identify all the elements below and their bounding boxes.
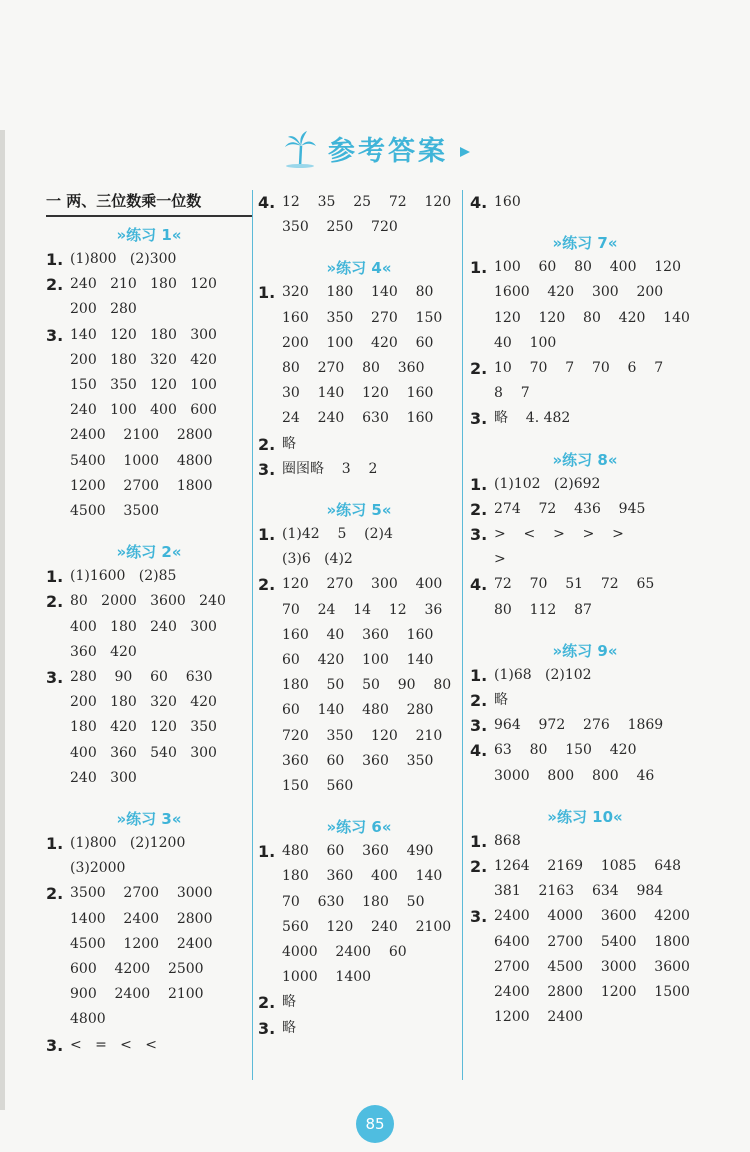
exercise-section xyxy=(470,448,700,623)
answer-row xyxy=(470,572,700,597)
answer-row xyxy=(46,323,252,348)
answer-line: 160 350 270 150 xyxy=(282,309,443,326)
answer-line: 160 xyxy=(494,194,521,210)
exercise-section xyxy=(470,190,700,215)
answer-line: 1400 2400 2800 xyxy=(70,910,213,927)
answer-line: 24 240 630 160 xyxy=(282,410,434,427)
answer-line: 5400 1000 4800 xyxy=(70,452,213,469)
answer-line: 150 560 xyxy=(282,778,354,795)
answer-line: 80 2000 3600 240 xyxy=(70,593,226,610)
exercise-title: »练习 7« xyxy=(552,234,618,253)
answer-line: 63 80 150 420 xyxy=(494,742,637,759)
arrow-right-icon xyxy=(460,147,470,157)
answer-row xyxy=(258,839,460,864)
item-number: 1 . xyxy=(46,247,70,272)
answer-item xyxy=(470,190,700,215)
exercise-title: »练习 5« xyxy=(326,501,392,520)
answer-row xyxy=(470,688,700,713)
answer-item xyxy=(470,829,700,854)
answer-line: 320 180 140 80 xyxy=(282,284,434,301)
answer-row xyxy=(470,713,700,738)
answer-line: 200 280 xyxy=(70,301,137,318)
exercise-section xyxy=(258,815,460,1041)
answer-item xyxy=(46,831,252,881)
answer-line: 40 100 xyxy=(494,334,557,351)
exercise-title: »练习 4« xyxy=(326,259,392,278)
answer-item xyxy=(258,190,460,240)
answer-row xyxy=(470,497,700,522)
answer-item xyxy=(258,1016,460,1041)
answer-line: 3500 2700 3000 xyxy=(70,885,213,902)
item-number: 2 . xyxy=(470,688,494,713)
answer-row xyxy=(46,272,252,297)
exercise-title: »练习 10« xyxy=(547,807,623,826)
answer-line: 略 xyxy=(282,994,296,1011)
item-number: 2 . xyxy=(258,432,282,457)
item-number: 2 . xyxy=(46,589,70,614)
answer-item xyxy=(258,839,460,990)
answer-item xyxy=(470,688,700,713)
answer-item xyxy=(46,564,252,589)
answer-item xyxy=(46,881,252,1032)
answer-row xyxy=(258,280,460,305)
answer-item xyxy=(470,255,700,356)
answer-line: 略 xyxy=(282,435,296,452)
item-number: 3 . xyxy=(46,665,70,690)
exercise-section xyxy=(46,807,252,1058)
answer-item xyxy=(258,457,460,482)
answer-line: 6400 2700 5400 1800 xyxy=(494,933,690,950)
column-divider xyxy=(252,190,253,1080)
item-number: 1 . xyxy=(258,839,282,864)
answer-row xyxy=(470,854,700,879)
exercise-section xyxy=(470,805,700,1031)
answer-line: 120 120 80 420 140 xyxy=(494,309,690,326)
answer-line: 964 972 276 1869 xyxy=(494,717,664,734)
answer-line: 400 180 240 300 xyxy=(70,618,217,635)
answer-line: 1600 420 300 200 xyxy=(494,284,664,301)
answer-row xyxy=(470,522,700,547)
item-number: 4 . xyxy=(258,190,282,215)
answer-item xyxy=(258,990,460,1015)
item-number: 3 . xyxy=(470,406,494,431)
answer-column-3 xyxy=(470,190,700,1080)
answer-line: (3)6 (4)2 xyxy=(282,551,353,568)
answer-row xyxy=(470,356,700,381)
exercise-title: »练习 9« xyxy=(552,641,618,660)
answer-line: 200 180 320 420 xyxy=(70,694,217,711)
answer-line: 400 360 540 300 xyxy=(70,744,217,761)
answer-row xyxy=(46,881,252,906)
answer-line: 2400 2800 1200 1500 xyxy=(494,984,690,1001)
answer-line: 2400 4000 3600 4200 xyxy=(494,908,690,925)
answer-item xyxy=(470,904,700,1030)
answer-item xyxy=(470,663,700,688)
exercise-section xyxy=(258,190,460,240)
answer-line: (1)68 (2)102 xyxy=(494,666,592,683)
answer-row xyxy=(470,738,700,763)
item-number: 3 . xyxy=(470,713,494,738)
answer-line: (1)102 (2)692 xyxy=(494,475,601,492)
exercise-title: »练习 6« xyxy=(326,818,392,837)
answer-line: 480 60 360 490 xyxy=(282,843,434,860)
answer-row xyxy=(470,406,700,431)
answer-item xyxy=(470,522,700,572)
exercise-section xyxy=(46,223,252,524)
answer-line: 240 300 xyxy=(70,769,137,786)
answer-line: 180 50 50 90 80 xyxy=(282,677,452,694)
answer-line: 60 420 100 140 xyxy=(282,652,434,669)
item-number: 3 . xyxy=(46,1033,70,1058)
answer-row xyxy=(46,589,252,614)
column-divider xyxy=(462,190,463,1080)
answer-row xyxy=(46,831,252,856)
answer-row xyxy=(470,190,700,215)
answer-row xyxy=(46,564,252,589)
answer-line: 4000 2400 60 xyxy=(282,944,407,961)
answer-line: 80 112 87 xyxy=(494,601,592,618)
answer-line: 4500 3500 xyxy=(70,503,160,520)
answer-line: (1)800 (2)1200 xyxy=(70,835,186,852)
exercise-section xyxy=(470,639,700,789)
answer-row xyxy=(470,255,700,280)
answer-line: 180 420 120 350 xyxy=(70,719,217,736)
answer-row xyxy=(470,472,700,497)
item-number: 1 . xyxy=(258,280,282,305)
answer-line: 8 7 xyxy=(494,385,530,402)
answer-line: 360 420 xyxy=(70,643,137,660)
item-number: 4 . xyxy=(470,190,494,215)
answer-line: 900 2400 2100 xyxy=(70,986,204,1003)
answer-line: 70 24 14 12 36 xyxy=(282,601,443,618)
item-number: 1 . xyxy=(470,472,494,497)
item-number: 2 . xyxy=(46,272,70,297)
answer-line: 280 90 60 630 xyxy=(70,669,213,686)
answer-line: 600 4200 2500 xyxy=(70,961,204,978)
item-number: 2 . xyxy=(46,881,70,906)
answer-line: 200 180 320 420 xyxy=(70,351,217,368)
page-title: 参考答案 xyxy=(328,135,448,167)
answer-row xyxy=(470,829,700,854)
answer-line: 略 xyxy=(494,692,508,709)
exercise-section xyxy=(46,540,252,791)
item-number: 2 . xyxy=(470,356,494,381)
answer-item xyxy=(470,472,700,497)
exercise-section xyxy=(258,256,460,482)
item-number: 3 . xyxy=(470,522,494,547)
answer-line: 1200 2400 xyxy=(494,1009,584,1026)
answer-line: 868 xyxy=(494,832,521,849)
item-number: 2 . xyxy=(258,990,282,1015)
answer-item xyxy=(258,280,460,431)
answer-item xyxy=(258,522,460,572)
answer-line: (1)1600 (2)85 xyxy=(70,568,177,585)
answer-line: > xyxy=(494,551,506,568)
unit-title: 一 两、三位数乘一位数 xyxy=(46,190,252,217)
answer-line: 4500 1200 2400 xyxy=(70,935,213,952)
answer-item xyxy=(470,356,700,406)
answer-line: 3000 800 800 46 xyxy=(494,767,655,784)
exercise-title: »练习 3« xyxy=(116,810,182,829)
page-number-badge: 85 xyxy=(356,1105,394,1143)
answer-item xyxy=(258,432,460,457)
answer-item xyxy=(46,323,252,525)
answer-line: 圈图略 3 2 xyxy=(282,460,378,477)
answer-line: 240 210 180 120 xyxy=(70,276,217,293)
answer-item xyxy=(470,713,700,738)
item-number: 2 . xyxy=(470,854,494,879)
answer-line: 30 140 120 160 xyxy=(282,385,434,402)
answer-item xyxy=(46,247,252,272)
answer-row xyxy=(46,665,252,690)
answer-item xyxy=(470,738,700,788)
answer-line: 360 60 360 350 xyxy=(282,752,434,769)
page-edge xyxy=(0,130,5,1110)
answer-item xyxy=(46,589,252,665)
answer-line: (1)42 5 (2)4 xyxy=(282,526,393,543)
answer-item xyxy=(470,572,700,622)
item-number: 1 . xyxy=(46,564,70,589)
item-number: 1 . xyxy=(470,663,494,688)
item-number: 2 . xyxy=(470,497,494,522)
answer-line: 180 360 400 140 xyxy=(282,868,443,885)
answer-line: 160 40 360 160 xyxy=(282,626,434,643)
answer-line: 2700 4500 3000 3600 xyxy=(494,958,690,975)
answer-line: 略 4. 482 xyxy=(494,410,571,427)
answer-item xyxy=(470,854,700,904)
answer-line: 274 72 436 945 xyxy=(494,500,646,517)
answer-row xyxy=(258,457,460,482)
exercise-title: »练习 1« xyxy=(116,226,182,244)
answer-row xyxy=(258,432,460,457)
answer-line: 720 350 120 210 xyxy=(282,727,443,744)
answer-row xyxy=(258,1016,460,1041)
answer-line: 350 250 720 xyxy=(282,219,398,236)
answer-item xyxy=(46,272,252,322)
answer-line: (3)2000 xyxy=(70,860,126,877)
item-number: 1 . xyxy=(258,522,282,547)
answer-line: 1264 2169 1085 648 xyxy=(494,858,682,875)
item-number: 1 . xyxy=(470,829,494,854)
item-number: 1 . xyxy=(470,255,494,280)
answer-line: 2400 2100 2800 xyxy=(70,427,213,444)
answer-line: 60 140 480 280 xyxy=(282,702,434,719)
answer-item xyxy=(46,1033,252,1058)
answer-row xyxy=(470,904,700,929)
answer-line: 560 120 240 2100 xyxy=(282,918,452,935)
answer-line: 140 120 180 300 xyxy=(70,326,217,343)
item-number: 3 . xyxy=(46,323,70,348)
answer-row xyxy=(46,1033,252,1058)
answer-line: 10 70 7 70 6 7 xyxy=(494,360,664,377)
answer-line: 1200 2700 1800 xyxy=(70,477,213,494)
item-number: 1 . xyxy=(46,831,70,856)
answer-row xyxy=(470,663,700,688)
item-number: 4 . xyxy=(470,738,494,763)
answer-item xyxy=(470,406,700,431)
answer-line: 200 100 420 60 xyxy=(282,334,434,351)
exercise-title: »练习 2« xyxy=(116,543,182,562)
item-number: 2 . xyxy=(258,572,282,597)
item-number: 3 . xyxy=(258,457,282,482)
answer-item xyxy=(46,665,252,791)
item-number: 3 . xyxy=(470,904,494,929)
answer-row xyxy=(258,190,460,215)
item-number: 3 . xyxy=(258,1016,282,1041)
answer-line: 150 350 120 100 xyxy=(70,377,217,394)
exercise-section xyxy=(258,498,460,799)
answer-column-2 xyxy=(258,190,460,1080)
answer-line: 4800 xyxy=(70,1011,106,1028)
answer-line: 1000 1400 xyxy=(282,969,372,986)
answer-line: 80 270 80 360 xyxy=(282,360,425,377)
answer-line: 略 xyxy=(282,1019,296,1036)
exercise-title: »练习 8« xyxy=(552,450,618,469)
answer-line: (1)800 (2)300 xyxy=(70,251,177,267)
exercise-section xyxy=(470,231,700,431)
answer-line: 70 630 180 50 xyxy=(282,893,425,910)
answer-item xyxy=(258,572,460,799)
answer-row xyxy=(46,247,252,272)
answer-line: 12 35 25 72 120 xyxy=(282,194,452,210)
answer-row xyxy=(258,572,460,597)
answer-row xyxy=(258,522,460,547)
answer-line: 120 270 300 400 xyxy=(282,576,443,593)
palm-tree-icon xyxy=(280,128,320,168)
answer-line: > < > > > xyxy=(494,526,624,543)
answer-line: 381 2163 634 984 xyxy=(494,883,664,900)
answer-line: 240 100 400 600 xyxy=(70,402,217,419)
answer-line: 100 60 80 400 120 xyxy=(494,259,681,276)
answer-item xyxy=(470,497,700,522)
item-number: 4 . xyxy=(470,572,494,597)
page-header xyxy=(0,128,750,172)
answer-column-1 xyxy=(46,190,252,1080)
answer-line: 72 70 51 72 65 xyxy=(494,576,655,593)
answer-line: < = < < xyxy=(70,1036,157,1053)
answer-row xyxy=(258,990,460,1015)
